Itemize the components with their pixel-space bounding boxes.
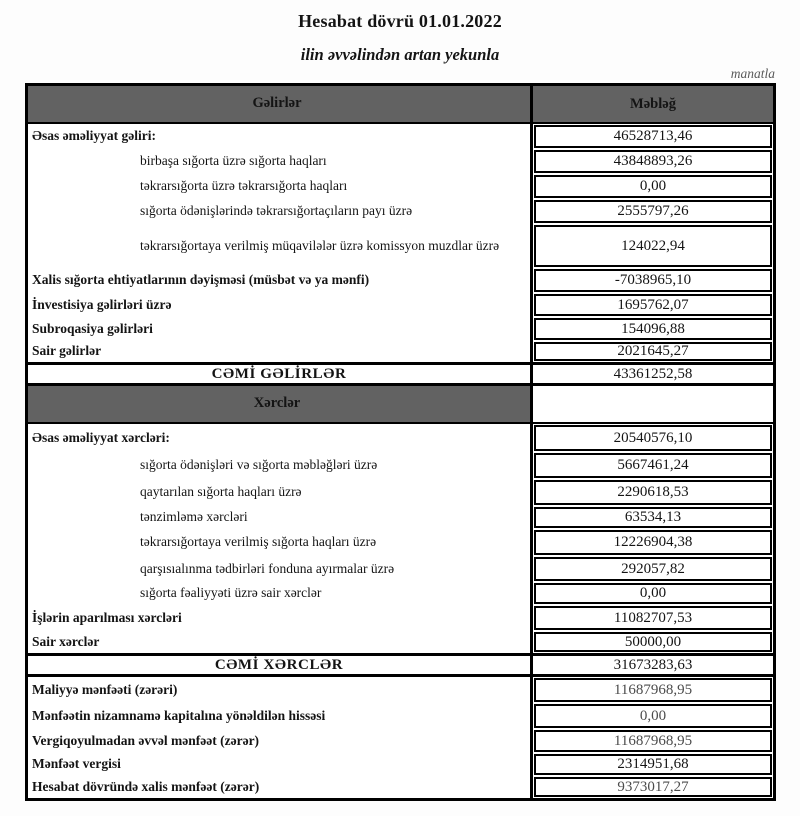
financial-report-table	[25, 83, 776, 801]
row-label: Maliyyə mənfəəti (zərəri)	[28, 677, 533, 703]
expense-row	[28, 556, 773, 582]
row-value: 292057,82	[534, 557, 772, 581]
row-label: Əsas əməliyyat gəliri:	[28, 124, 533, 149]
row-value: 2555797,26	[534, 200, 772, 223]
row-value: 0,00	[534, 704, 772, 728]
row-value: 20540576,10	[534, 425, 772, 451]
expense-header-label: Xərclər	[28, 386, 533, 422]
row-value: 11687968,95	[534, 678, 772, 702]
row-label: Mənfəət vergisi	[28, 753, 533, 776]
summary-row	[28, 753, 773, 776]
page-subtitle: ilin əvvəlindən artan yekunla	[300, 45, 500, 64]
row-value: 46528713,46	[534, 125, 772, 148]
income-row	[28, 224, 773, 268]
row-label: qaytarılan sığorta haqları üzrə	[28, 479, 533, 506]
row-value: 43848893,26	[534, 150, 772, 173]
row-value: 12226904,38	[534, 530, 772, 555]
summary-row	[28, 729, 773, 753]
row-label: təkrarsığortaya verilmiş müqavilələr üzrə komissyon muzdlar üzrə	[28, 224, 533, 268]
income-section-header	[28, 86, 773, 124]
row-label: sığorta ödənişləri və sığorta məbləğləri üzrə	[28, 452, 533, 479]
row-value: 0,00	[534, 175, 772, 198]
summary-row	[28, 703, 773, 729]
row-value: 11082707,53	[534, 606, 772, 630]
row-label: Sair xərclər	[28, 631, 533, 653]
row-label: İşlərin aparılması xərcləri	[28, 605, 533, 631]
income-header-label: Gəlirlər	[28, 86, 533, 122]
income-row	[28, 293, 773, 317]
expense-total-row	[28, 653, 773, 677]
row-label: tənzimləmə xərcləri	[28, 506, 533, 529]
expense-row	[28, 631, 773, 653]
expense-row	[28, 529, 773, 556]
income-total-row	[28, 362, 773, 386]
expense-row	[28, 506, 773, 529]
expense-section-header	[28, 386, 773, 424]
row-label: təkrarsığorta üzrə təkrarsığorta haqları	[28, 174, 533, 199]
row-value: 2290618,53	[534, 480, 772, 505]
row-label: Subroqasiya gəlirləri	[28, 317, 533, 341]
currency-note: manatla	[730, 66, 775, 81]
expense-header-empty-cell	[533, 386, 773, 422]
row-label: sığorta ödənişlərində təkrarsığortaçıların payı üzrə	[28, 199, 533, 224]
row-value: -7038965,10	[534, 269, 772, 292]
row-label: təkrarsığortaya verilmiş sığorta haqları üzrə	[28, 529, 533, 556]
row-label: qarşısıalınma tədbirləri fonduna ayırmalar üzrə	[28, 556, 533, 582]
row-value: 5667461,24	[534, 453, 772, 478]
row-value: 1695762,07	[534, 294, 772, 316]
row-label: Hesabat dövründə xalis mənfəət (zərər)	[28, 776, 533, 798]
income-row	[28, 149, 773, 174]
income-row	[28, 124, 773, 149]
row-value: 63534,13	[534, 507, 772, 528]
income-row	[28, 341, 773, 362]
page-title: Hesabat dövrü 01.01.2022	[298, 11, 502, 31]
expense-total-value: 31673283,63	[613, 656, 693, 673]
row-value: 11687968,95	[534, 730, 772, 752]
row-label: Xalis sığorta ehtiyatlarının dəyişməsi (müsbət və ya mənfi)	[28, 268, 533, 293]
row-label: birbaşa sığorta üzrə sığorta haqları	[28, 149, 533, 174]
income-total-label: CƏMİ GƏLİRLƏR	[28, 365, 533, 383]
row-label: Mənfəətin nizamnamə kapitalına yönəldilən hissəsi	[28, 703, 533, 729]
row-value: 0,00	[534, 583, 772, 604]
row-label: sığorta fəaliyyəti üzrə sair xərclər	[28, 582, 533, 605]
expense-row	[28, 452, 773, 479]
income-row	[28, 174, 773, 199]
row-value: 124022,94	[534, 225, 772, 267]
income-row	[28, 317, 773, 341]
income-row	[28, 268, 773, 293]
expense-row	[28, 605, 773, 631]
expense-row	[28, 582, 773, 605]
row-label: Vergiqoyulmadan əvvəl mənfəət (zərər)	[28, 729, 533, 753]
row-label: Əsas əməliyyat xərcləri:	[28, 424, 533, 452]
row-value: 2314951,68	[534, 754, 772, 775]
summary-row	[28, 677, 773, 703]
expense-total-label: CƏMİ XƏRCLƏR	[28, 656, 533, 674]
income-total-value: 43361252,58	[613, 365, 693, 382]
row-value: 154096,88	[534, 318, 772, 340]
row-value: 2021645,27	[534, 342, 772, 361]
amount-header-label: Məbləğ	[533, 86, 773, 122]
summary-row	[28, 776, 773, 798]
expense-row	[28, 479, 773, 506]
income-row	[28, 199, 773, 224]
row-value: 9373017,27	[534, 777, 772, 797]
row-label: Sair gəlirlər	[28, 341, 533, 362]
row-label: İnvestisiya gəlirləri üzrə	[28, 293, 533, 317]
expense-row	[28, 424, 773, 452]
row-value: 50000,00	[534, 632, 772, 652]
